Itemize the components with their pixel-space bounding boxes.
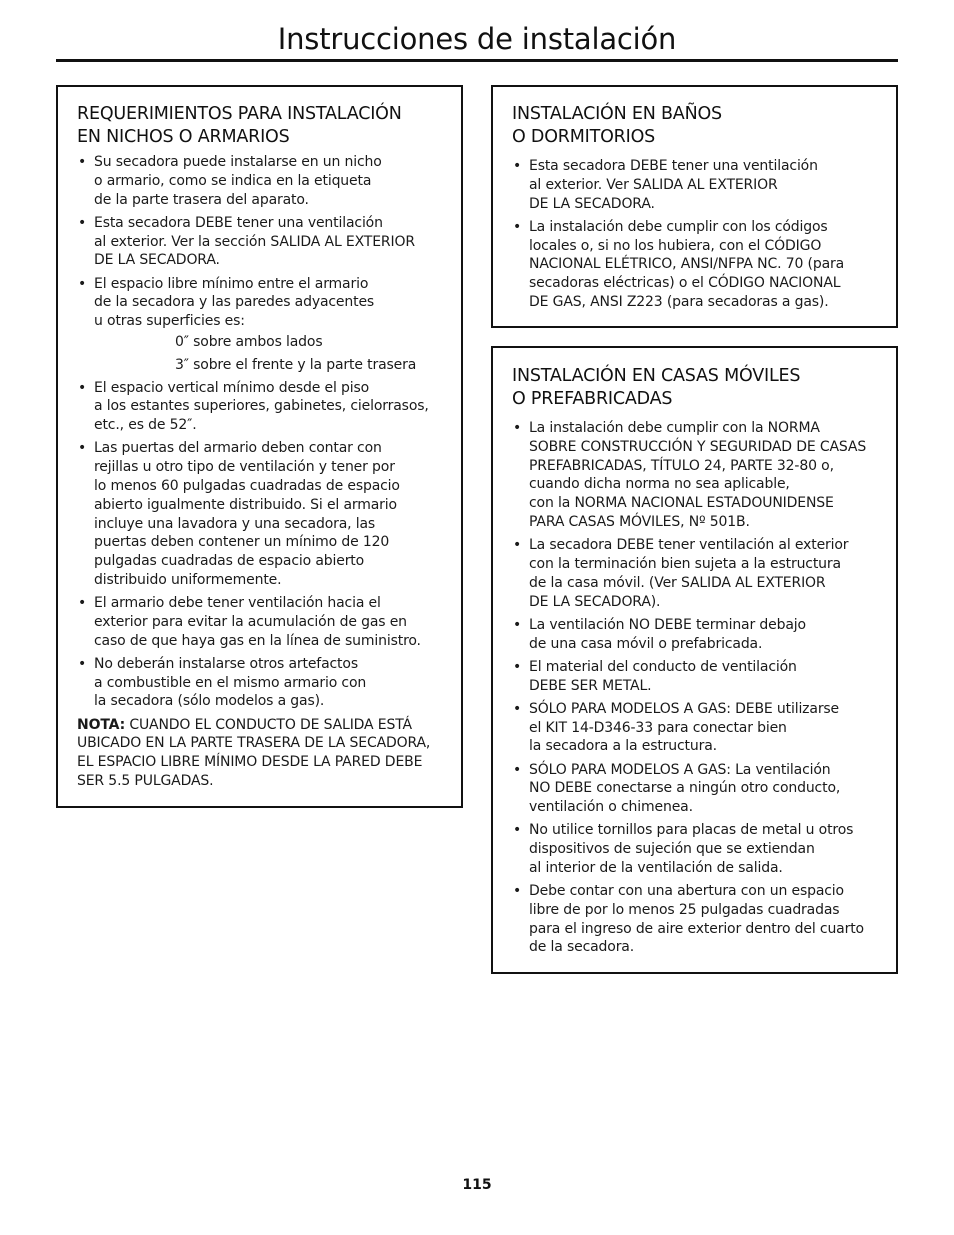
list-item bbox=[512, 658, 882, 696]
bullet-icon: • bbox=[78, 655, 87, 672]
front-rear-clearance: 3″ sobre el frente y la parte trasera bbox=[175, 356, 417, 373]
list-item-text: No utilice tornillos para placas de metal u otros dispositivos de sujeción que se extiendan al interior de la ventilación de salida. bbox=[529, 822, 854, 876]
closet-installation-box bbox=[56, 85, 463, 808]
bullet-icon: • bbox=[78, 440, 87, 457]
list-item-text: El armario debe tener ventilación hacia el exterior para evitar la acumulación de gas en caso de que haya gas en la línea de suministro. bbox=[94, 595, 421, 649]
list-item bbox=[512, 700, 882, 756]
page-number: 115 bbox=[462, 1177, 492, 1193]
closet-requirements-list-continued bbox=[77, 379, 443, 712]
list-item bbox=[77, 655, 443, 711]
mobile-home-list bbox=[512, 419, 882, 957]
list-item bbox=[512, 536, 882, 611]
page-title: Instrucciones de instalación bbox=[277, 22, 677, 56]
mobile-home-box bbox=[491, 346, 898, 974]
list-item-text: El espacio libre mínimo entre el armario de la secadora y las paredes adyacentes u otras superficies es: bbox=[94, 275, 375, 330]
bullet-icon: • bbox=[513, 537, 522, 554]
bathroom-bedroom-list bbox=[512, 157, 880, 312]
list-item bbox=[512, 616, 882, 654]
bullet-icon: • bbox=[513, 218, 522, 235]
bullet-icon: • bbox=[78, 154, 87, 170]
bullet-icon: • bbox=[78, 595, 87, 612]
list-item-text: Esta secadora DEBE tener una ventilación al exterior. Ver SALIDA AL EXTERIOR DE LA SECADORA. bbox=[529, 158, 818, 212]
list-item bbox=[77, 594, 443, 650]
bullet-icon: • bbox=[513, 883, 522, 900]
title-rule bbox=[56, 59, 898, 62]
bullet-icon: • bbox=[78, 275, 87, 292]
list-item bbox=[512, 157, 880, 213]
bullet-icon: • bbox=[513, 700, 522, 717]
list-item bbox=[512, 218, 880, 312]
closet-requirements-list bbox=[77, 153, 443, 331]
bullet-icon: • bbox=[513, 158, 522, 174]
list-item-text: La instalación debe cumplir con los códigos locales o, si no los hubiera, con el CÓDIGO NACIONAL ELÉTRICO, ANSI/NFPA NC. 70 (para secadoras eléctricas) o el CÓDIGO NACIONAL DE GAS, ANSI Z223 (para secadoras a gas). bbox=[529, 218, 845, 310]
list-item-text: SÓLO PARA MODELOS A GAS: DEBE utilizarse el KIT 14-D346-33 para conectar bien la secadora a la estructura. bbox=[529, 700, 840, 755]
list-item bbox=[512, 761, 882, 817]
note-text: CUANDO EL CONDUCTO DE SALIDA ESTÁ UBICADO EN LA PARTE TRASERA DE LA SECADORA, EL ESPACIO LIBRE MÍNIMO DESDE LA PARED DEBE SER 5.5 PULGADAS. bbox=[77, 716, 431, 790]
list-item-text: La secadora DEBE tener ventilación al exterior con la terminación bien sujeta a la estructura de la casa móvil. (Ver SALIDA AL EXTERIOR DE LA SECADORA). bbox=[529, 537, 849, 610]
list-item bbox=[77, 153, 443, 209]
bathroom-bedroom-heading: INSTALACIÓN EN BAÑOS O DORMITORIOS bbox=[512, 104, 722, 147]
list-item-text: La instalación debe cumplir con la NORMA SOBRE CONSTRUCCIÓN Y SEGURIDAD DE CASAS PREFABRICADAS, TÍTULO 24, PARTE 32-80 o, cuando dicha norma no sea aplicable, con la NORMA NACIONAL ESTADOUNIDENSE PARA CASAS MÓVILES, Nº 501B. bbox=[529, 420, 867, 530]
list-item bbox=[77, 275, 443, 331]
list-item-text: Debe contar con una abertura con un espacio libre de por lo menos 25 pulgadas cuadradas para el ingreso de aire exterior dentro del cuarto de la secadora. bbox=[529, 883, 864, 956]
list-item-text: El espacio vertical mínimo desde el piso a los estantes superiores, gabinetes, cielorrasos, etc., es de 52″. bbox=[94, 379, 429, 434]
list-item bbox=[512, 821, 882, 877]
bathroom-bedroom-box bbox=[491, 85, 898, 328]
list-item-text: La ventilación NO DEBE terminar debajo de una casa móvil o prefabricada. bbox=[529, 616, 806, 652]
closet-note bbox=[77, 716, 443, 791]
bullet-icon: • bbox=[78, 214, 87, 231]
list-item-text: El material del conducto de ventilación DEBE SER METAL. bbox=[529, 658, 797, 694]
bullet-icon: • bbox=[513, 822, 522, 839]
list-item bbox=[77, 379, 443, 435]
list-item-text: Esta secadora DEBE tener una ventilación al exterior. Ver la sección SALIDA AL EXTERIOR DE LA SECADORA. bbox=[94, 214, 415, 269]
mobile-home-heading: INSTALACIÓN EN CASAS MÓVILES O PREFABRICADAS bbox=[512, 366, 801, 409]
bullet-icon: • bbox=[513, 658, 522, 675]
list-item-text: SÓLO PARA MODELOS A GAS: La ventilación NO DEBE conectarse a ningún otro conducto, ventilación o chimenea. bbox=[529, 761, 841, 816]
list-item-text: Las puertas del armario deben contar con rejillas u otro tipo de ventilación y tener por lo menos 60 pulgadas cuadradas de espacio abierto igualmente distribuido. Si el armario incluye una lavadora y una secadora, las puertas deben contener un mínimo de 120 pulgadas cuadradas de espacio abierto distribuido uniformemente. bbox=[94, 440, 400, 588]
closet-installation-heading: REQUERIMIENTOS PARA INSTALACIÓN EN NICHOS O ARMARIOS bbox=[77, 104, 402, 147]
bullet-icon: • bbox=[78, 379, 87, 396]
side-clearance: 0″ sobre ambos lados bbox=[175, 333, 323, 350]
bullet-icon: • bbox=[513, 420, 522, 436]
list-item bbox=[512, 882, 882, 957]
bullet-icon: • bbox=[513, 761, 522, 778]
list-item bbox=[77, 439, 443, 589]
list-item-text: No deberán instalarse otros artefactos a combustible en el mismo armario con la secadora (sólo modelos a gas). bbox=[94, 655, 367, 710]
bullet-icon: • bbox=[513, 616, 522, 633]
list-item bbox=[512, 419, 882, 532]
list-item-text: Su secadora puede instalarse en un nicho o armario, como se indica en la etiqueta de la parte trasera del aparato. bbox=[94, 154, 382, 208]
list-item bbox=[77, 214, 443, 270]
note-label: NOTA: bbox=[77, 716, 126, 733]
